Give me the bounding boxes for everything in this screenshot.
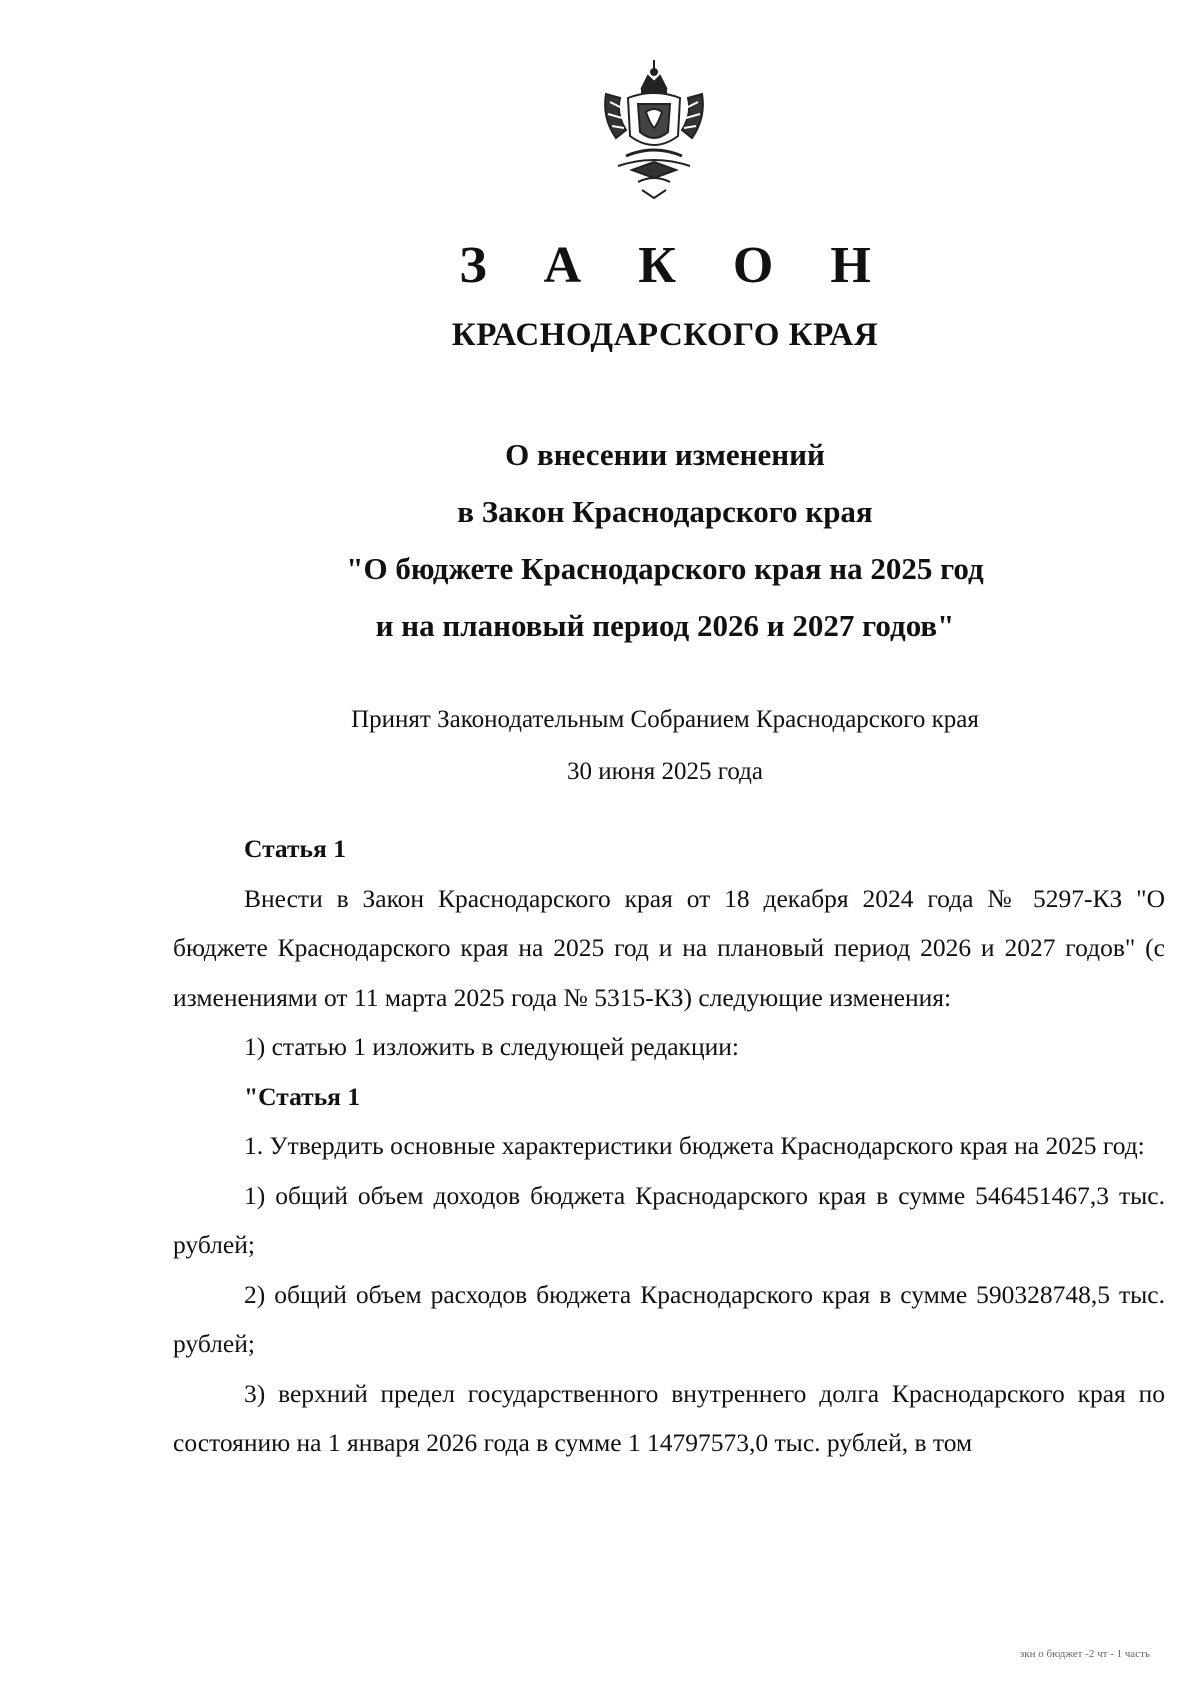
quoted-article-heading: "Статья 1 bbox=[244, 1081, 361, 1111]
coat-of-arms-icon bbox=[598, 58, 710, 200]
article-heading: Статья 1 bbox=[244, 834, 346, 863]
file-note: зкн о бюджет -2 чт - 1 часть bbox=[1019, 1648, 1150, 1660]
sub-item-revenue: 1) общий объем доходов бюджета Краснодарского края в сумме 546451467,3 тыс. рублей; bbox=[173, 1180, 1165, 1259]
sub-item-debt: 3) верхний предел государственного внутреннего долга Краснодарского края по состоянию на 1 января 2026 года в сумме 1 14797573,0 тыс. рублей, в том bbox=[173, 1378, 1165, 1457]
title-line: "О бюджете Краснодарского края на 2025 год bbox=[346, 551, 984, 586]
law-body bbox=[173, 824, 1165, 1468]
law-heading: З А К О Н bbox=[459, 237, 893, 294]
title-line: в Закон Краснодарского края bbox=[457, 494, 873, 529]
adoption-date: 30 июня 2025 года bbox=[567, 758, 763, 785]
title-line: О внесении изменений bbox=[505, 437, 825, 472]
paragraph: 1. Утвердить основные характеристики бюджета Краснодарского края на 2025 год: bbox=[244, 1131, 1145, 1160]
adoption-note bbox=[0, 694, 1200, 798]
title-line: и на плановый период 2026 и 2027 годов" bbox=[375, 608, 955, 643]
adoption-line: Принят Законодательным Собранием Краснодарского края bbox=[351, 706, 979, 733]
article-intro: Внести в Закон Краснодарского края от 18 декабря 2024 года № 5297-КЗ "О бюджете Краснодарского края на 2025 год и на плановый период 2026 и 2027 годов" (с изменениями от 11 марта 2025 года № 5315-КЗ) следующие изменения: bbox=[173, 883, 1165, 1012]
amendment-item: 1) статью 1 изложить в следующей редакции: bbox=[244, 1032, 739, 1061]
region-heading: КРАСНОДАРСКОГО КРАЯ bbox=[451, 317, 879, 353]
law-title bbox=[0, 426, 1200, 654]
sub-item-expenses: 2) общий объем расходов бюджета Краснодарского края в сумме 590328748,5 тыс. рублей; bbox=[173, 1279, 1165, 1358]
